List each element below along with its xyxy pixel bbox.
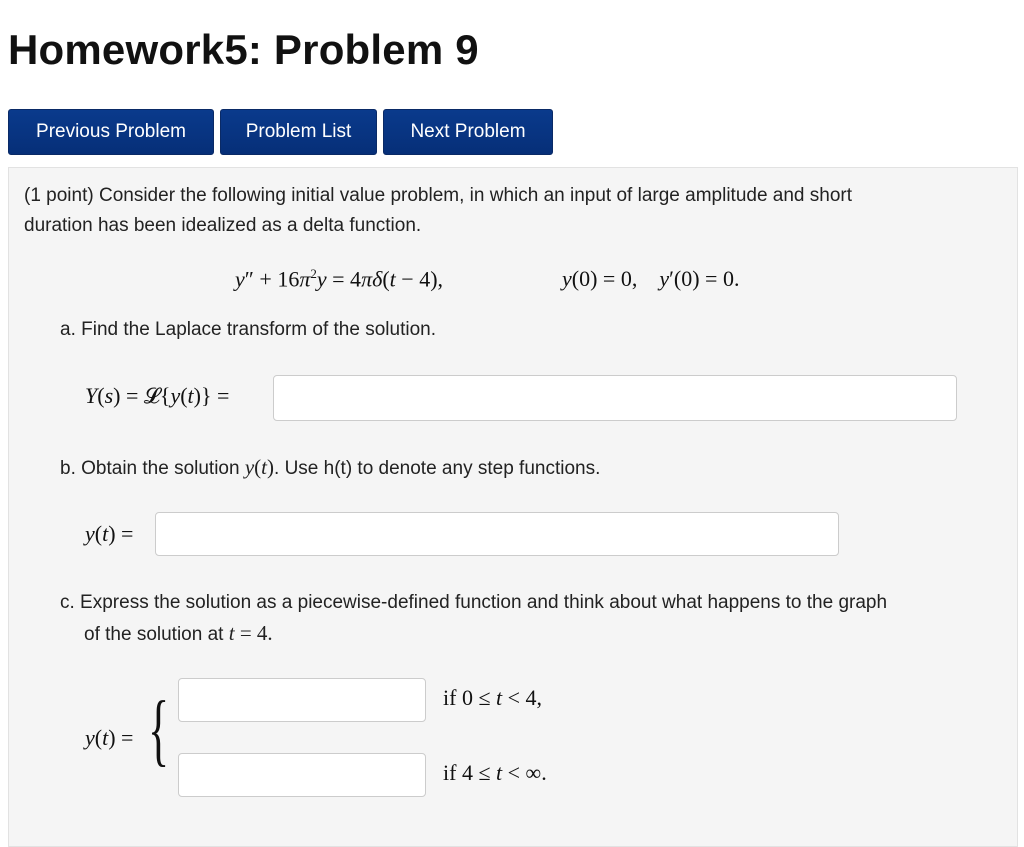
part-c-prefix: of the solution at bbox=[84, 624, 229, 645]
next-problem-button[interactable]: Next Problem bbox=[383, 109, 553, 155]
piece1-answer-input[interactable] bbox=[178, 678, 426, 722]
page-title: Homework5: Problem 9 bbox=[8, 26, 479, 73]
piece1-condition: if 0 ≤ t < 4, bbox=[443, 685, 543, 710]
part-c-math: t = 4. bbox=[228, 621, 273, 645]
problem-intro-line2: duration has been idealized as a delta function. bbox=[24, 215, 422, 236]
initial-conditions: y(0) = 0, y′(0) = 0. bbox=[562, 266, 740, 291]
problem-list-button[interactable]: Problem List bbox=[220, 109, 377, 155]
solution-answer-input[interactable] bbox=[155, 512, 839, 556]
piece2-answer-input[interactable] bbox=[178, 753, 426, 797]
part-b-suffix: . Use h(t) to denote any step functions. bbox=[274, 458, 601, 479]
part-c-line1: c. Express the solution as a piecewise-defined function and think about what happens to the graph bbox=[60, 592, 888, 613]
part-a-text: a. Find the Laplace transform of the solution. bbox=[60, 319, 436, 340]
piecewise-brace: { bbox=[148, 686, 170, 774]
previous-problem-button[interactable]: Previous Problem bbox=[8, 109, 214, 155]
part-b-prefix: b. Obtain the solution bbox=[60, 458, 245, 479]
laplace-answer-input[interactable] bbox=[273, 375, 957, 421]
part-b-math: y(t) bbox=[244, 455, 275, 479]
part-c-line2 bbox=[84, 618, 273, 650]
problem-intro-line1: (1 point) Consider the following initial value problem, in which an input of large amplitude and short bbox=[24, 185, 853, 206]
laplace-label: Y(s) = 𝓛{y(t)} = bbox=[85, 383, 230, 408]
differential-equation: $y'' + 16\pi^2y = 4\pi\delta(t - 4)$, bbox=[235, 266, 444, 292]
piece2-condition: if 4 ≤ t < ∞. bbox=[443, 760, 547, 785]
solution-label: y(t) = bbox=[85, 521, 134, 546]
part-b-text bbox=[60, 452, 600, 484]
piecewise-label: y(t) = bbox=[85, 725, 134, 750]
